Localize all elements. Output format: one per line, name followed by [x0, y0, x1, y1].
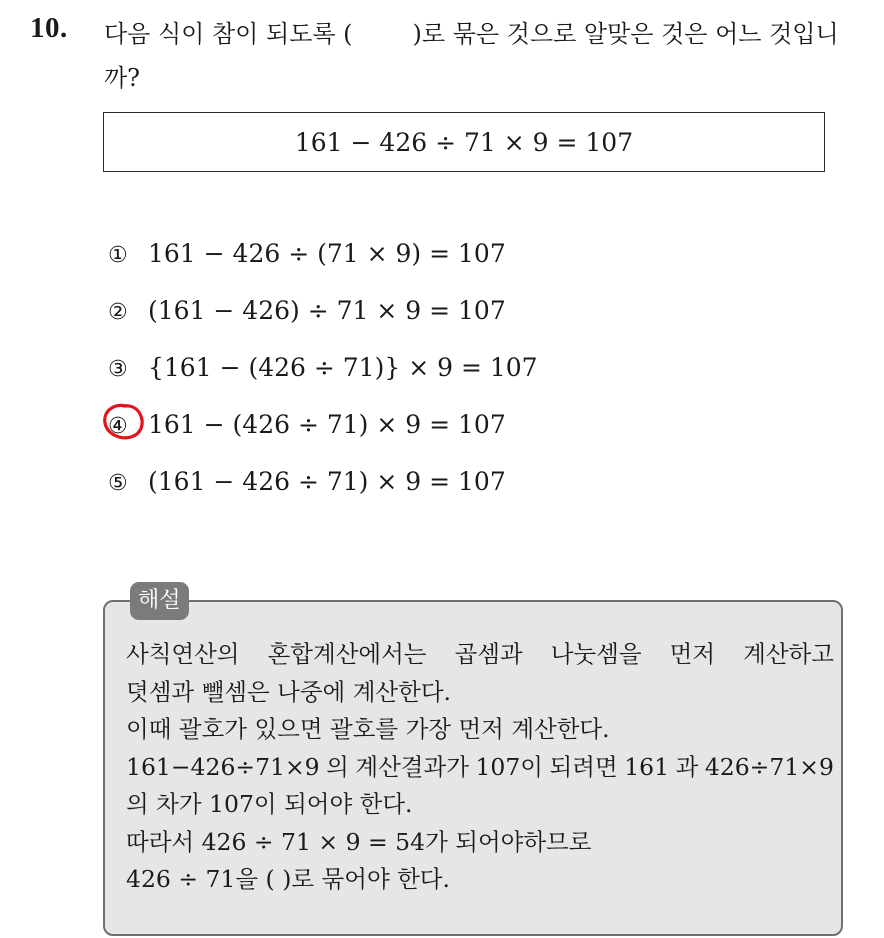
question-text	[104, 12, 864, 100]
explanation-word: 계산결과가	[355, 752, 469, 781]
choice-1[interactable]	[108, 239, 506, 269]
explanation-text	[126, 636, 834, 899]
explanation-line-6: 따라서 426 ÷ 71 × 9 = 54가 되어야하므로	[126, 827, 592, 856]
choice-number: ③	[108, 357, 128, 382]
choice-number: ⑤	[108, 471, 128, 496]
explanation-word: 161−426÷71×9	[126, 752, 320, 781]
explanation-word: 계산하고	[743, 640, 834, 668]
question-text-part1: 다음 식이 참이 되도록 (	[104, 20, 353, 48]
question-number: 10.	[30, 12, 68, 44]
choice-3[interactable]	[108, 353, 538, 383]
choice-4[interactable]	[108, 410, 506, 440]
explanation-word: 과	[675, 752, 699, 781]
explanation-line-5: 의 차가 107이 되어야 한다.	[126, 790, 413, 818]
explanation-line-3: 이때 괄호가 있으면 괄호를 가장 먼저 계산한다.	[126, 715, 610, 743]
explanation-word: 곱셈과	[454, 640, 523, 668]
choice-expression: (161 − 426) ÷ 71 × 9 = 107	[148, 296, 506, 325]
explanation-word: 되려면	[549, 752, 618, 781]
explanation-word: 나눗셈을	[550, 640, 642, 668]
choice-number: ②	[108, 300, 128, 325]
explanation-line-4	[126, 749, 834, 787]
question-text-part2: )로 묶은 것으로 알맞은 것은 어느 것입니까?	[104, 20, 839, 92]
explanation-label: 해설	[130, 582, 189, 620]
explanation-word: 혼합계산에서는	[267, 640, 427, 668]
explanation-line-1	[126, 636, 834, 674]
choice-number: ④	[108, 414, 128, 439]
choice-2[interactable]	[108, 296, 506, 326]
expression-box	[103, 112, 825, 172]
explanation-word: 426÷71×9	[704, 752, 834, 781]
answer-circle-mark-icon	[101, 402, 145, 442]
choice-expression: (161 − 426 ÷ 71) × 9 = 107	[148, 467, 506, 496]
explanation-word: 161	[624, 752, 670, 781]
choice-expression: {161 − (426 ÷ 71)} × 9 = 107	[148, 353, 538, 382]
explanation-line-2: 뎟셈과 뺄셈은 나중에 계산한다.	[126, 677, 451, 706]
explanation-line-7: 426 ÷ 71을 ( )로 묶어야 한다.	[126, 865, 450, 893]
explanation-word: 의	[326, 752, 349, 781]
explanation-word: 사칙연산의	[126, 640, 240, 668]
explanation-word: 먼저	[669, 640, 716, 668]
choice-number: ①	[108, 243, 128, 268]
choice-expression: 161 − (426 ÷ 71) × 9 = 107	[148, 410, 506, 439]
explanation-word: 107이	[475, 752, 544, 781]
expression-text: 161 − 426 ÷ 71 × 9 = 107	[294, 127, 634, 157]
choice-expression: 161 − 426 ÷ (71 × 9) = 107	[148, 239, 506, 268]
choice-5[interactable]	[108, 467, 506, 497]
